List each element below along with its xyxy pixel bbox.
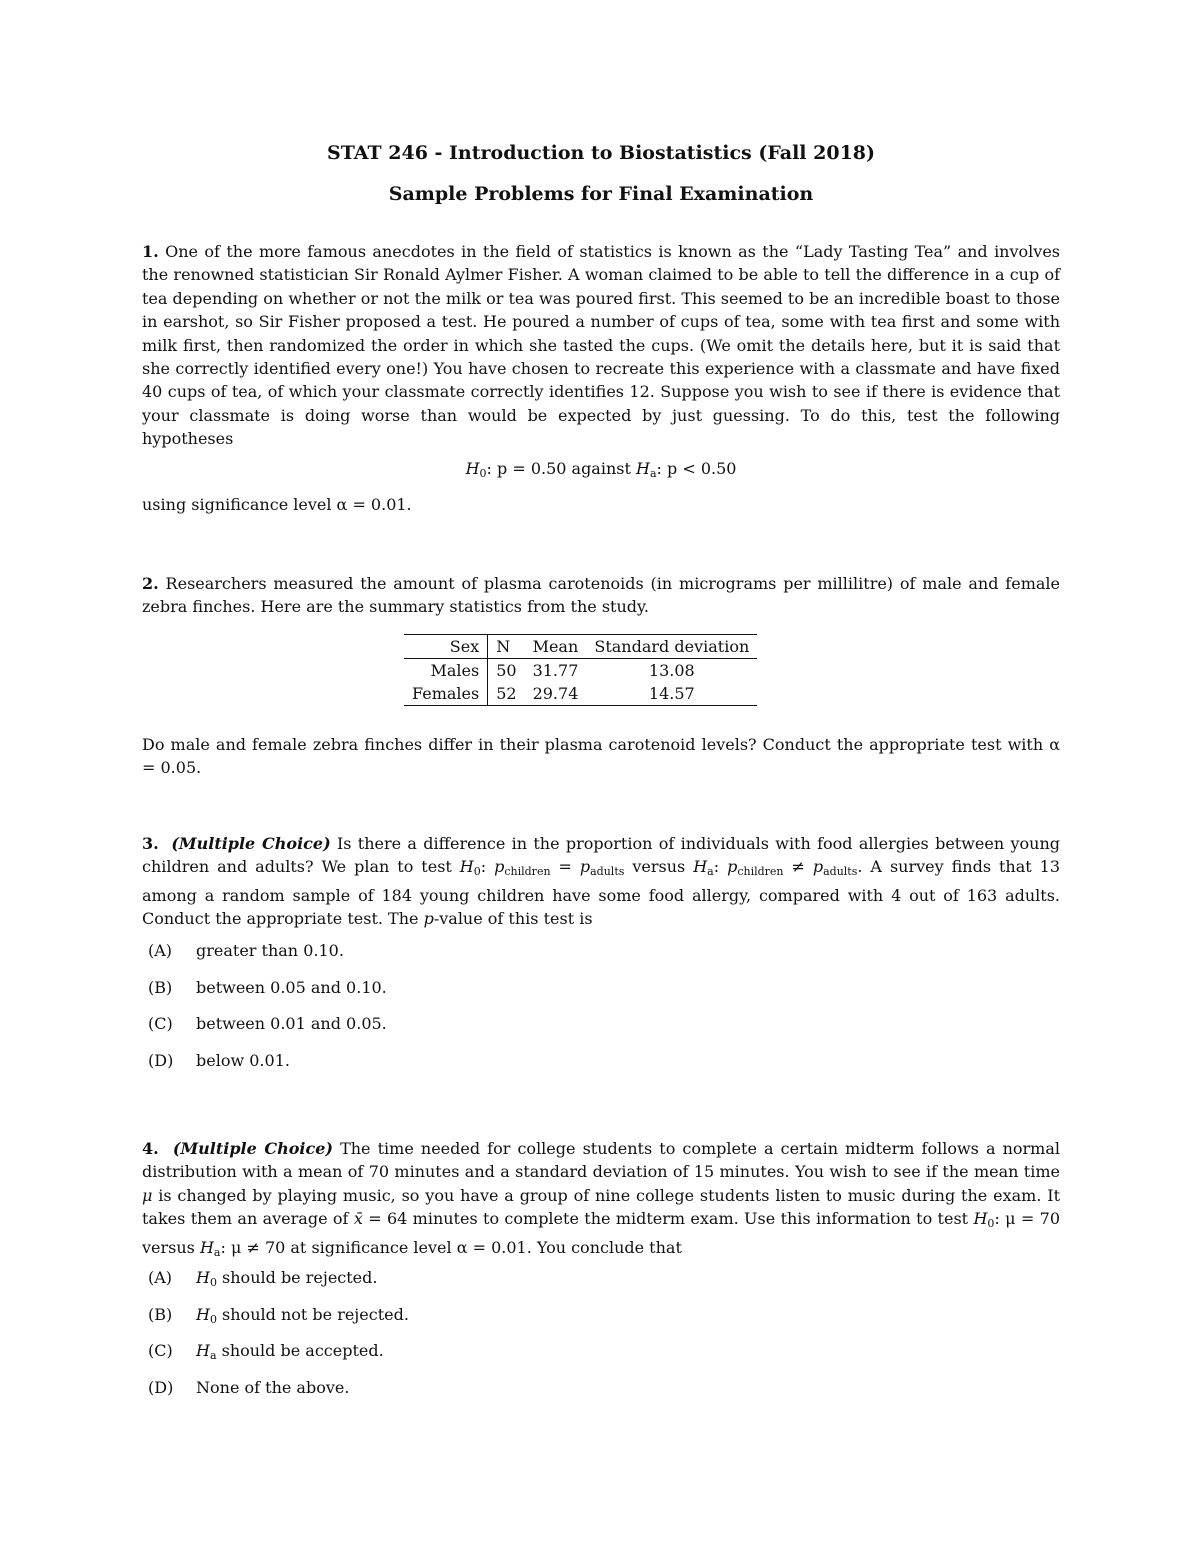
multiple-choice-tag: (Multiple Choice) xyxy=(172,1139,333,1158)
problem-1-body: One of the more famous anecdotes in the field of statistics is known as the “Lady Tasting Tea” and involves the renowned statistician Sir Ronald Aylmer Fisher. A woman claimed to be able to tell the difference in a cup of tea depending on whether or not the milk or tea was poured first. This seemed to be an incredible boast to those in earshot, so Sir Fisher proposed a test. He poured a number of cups of tea, some with tea first and some with milk first, then randomized the order in which she tasted the cups. (We omit the details here, but it is said that she correctly identified every one!) You have chosen to recreate this experience with a classmate and have fixed 40 cups of tea, of which your classmate correctly identifies 12. Suppose you wish to see if there is evidence that your classmate is doing worse than would be expected by just guessing. To do this, test the following hypotheses xyxy=(142,242,1060,449)
problem-3 xyxy=(142,832,1060,931)
cell-mean: 29.74 xyxy=(532,684,579,703)
problem-number: 4. xyxy=(142,1139,159,1158)
option-a[interactable]: (A) greater than 0.10. xyxy=(148,941,344,960)
table-row xyxy=(404,659,757,683)
summary-statistics-table xyxy=(404,634,757,706)
problem-2-text xyxy=(142,572,1060,619)
significance-level: using significance level α = 0.01. xyxy=(142,495,412,515)
problem-2-body: Researchers measured the amount of plasma carotenoids (in micrograms per millilitre) of male and female zebra finches. Here are the summary statistics from the study. xyxy=(142,574,1060,617)
problem-number: 2. xyxy=(142,574,159,593)
exam-subtitle: Sample Problems for Final Examination xyxy=(388,183,814,205)
table-row xyxy=(404,682,757,706)
problem-1 xyxy=(142,240,1060,516)
problem-number: 1. xyxy=(142,242,159,261)
column-header-n: N xyxy=(496,637,511,656)
problem-number: 3. xyxy=(142,834,159,853)
option-b[interactable]: (B) $H_0$ should not be rejected. xyxy=(148,1304,409,1326)
table-header-row xyxy=(404,635,757,659)
cell-sd: 14.57 xyxy=(648,684,695,703)
column-header-sd: Standard deviation xyxy=(594,637,750,656)
cell-n: 52 xyxy=(496,684,517,703)
column-header-mean: Mean xyxy=(532,637,579,656)
problem-3-text: 3. (Multiple Choice) Is there a difference in the proportion of individuals with food allergies between young children and adults? We plan to test $H_0$: $p_{children} = p_{adults}$ versus $H_a$: $p_{children} \ne p_{adults}$. A survey finds that 13 among a random sample of 184 young children have some food allergy, compared with 4 out of 163 adults. Conduct the appropriate test. The p-value of this test is xyxy=(142,834,1061,929)
option-d[interactable]: (D) None of the above. xyxy=(148,1377,350,1397)
problem-2-after: Do male and female zebra finches differ in their plasma carotenoid levels? Conduct the appropriate test with α = 0.05. xyxy=(142,735,1060,778)
problem-4-options xyxy=(142,1266,1060,1412)
problem-3-options xyxy=(142,939,1060,1085)
option-c[interactable]: (C) between 0.01 and 0.05. xyxy=(148,1014,387,1033)
column-header-sex: Sex xyxy=(404,635,488,659)
option-d[interactable]: (D) below 0.01. xyxy=(148,1050,290,1070)
multiple-choice-tag: (Multiple Choice) xyxy=(171,834,331,853)
hypotheses-equation: $H_0$: p = 0.50 against $H_a$: p < 0.50 xyxy=(465,458,737,480)
problem-1-text xyxy=(142,240,1060,451)
cell-n: 50 xyxy=(496,661,517,680)
problem-4 xyxy=(142,1137,1060,1264)
problem-4-text: 4. (Multiple Choice) The time needed for college students to complete a certain midterm follows a normal distribution with a mean of 70 minutes and a standard deviation of 15 minutes. You wish to see if the mean time μ is changed by playing music, so you have a group of nine college students listen to music during the exam. It takes them an average of x̄ = 64 minutes to complete the midterm exam. Use this information to test $H_0$: μ = 70 versus $H_a$: μ ≠ 70 at significance level α = 0.01. You conclude that xyxy=(142,1139,1061,1259)
option-a[interactable]: (A) $H_0$ should be rejected. xyxy=(148,1268,378,1289)
cell-sex: Females xyxy=(404,682,488,706)
course-title: STAT 246 - Introduction to Biostatistics (Fall 2018) xyxy=(326,142,875,164)
option-c[interactable]: (C) $H_a$ should be accepted. xyxy=(148,1341,384,1362)
cell-sd: 13.08 xyxy=(648,661,695,680)
option-b[interactable]: (B) between 0.05 and 0.10. xyxy=(148,977,387,997)
cell-sex: Males xyxy=(404,659,488,683)
cell-mean: 31.77 xyxy=(532,661,579,680)
problem-2 xyxy=(142,572,1060,619)
problem-2-question xyxy=(142,733,1060,780)
